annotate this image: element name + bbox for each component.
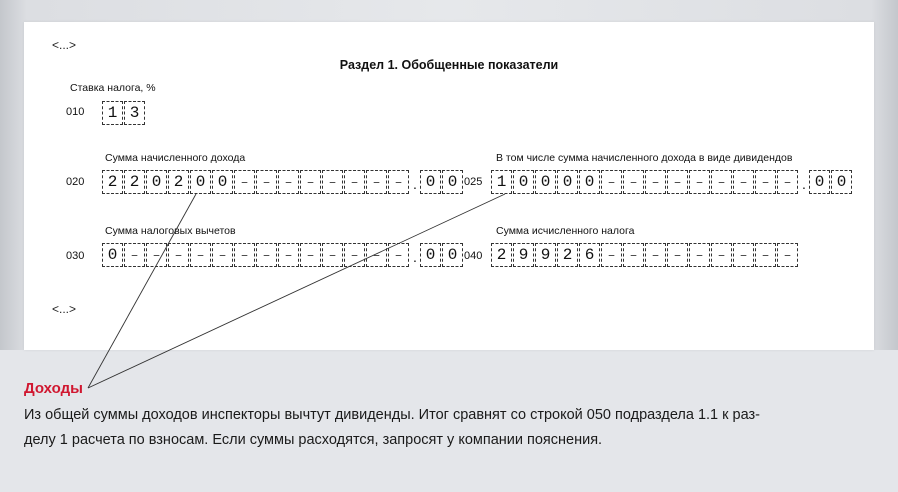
- pointer-line-020: [88, 194, 196, 388]
- digit-cell: 3: [124, 101, 145, 125]
- kopeck-cell: 0: [442, 170, 463, 194]
- digit-cell: 0: [146, 170, 167, 194]
- caption-line-1: Из общей суммы доходов инспекторы вычтут дивиденды. Итог сравнят со строкой 050 подраздела 1.1 к раз-: [24, 407, 760, 423]
- kopeck-cell: 0: [831, 170, 852, 194]
- digit-cell: 2: [557, 243, 578, 267]
- kopeck-cell: 0: [420, 170, 441, 194]
- rate-code: 010: [66, 106, 85, 118]
- digit-cell: 0: [190, 170, 211, 194]
- row-020-code: 020: [66, 176, 85, 188]
- digit-cell: 2: [491, 243, 512, 267]
- row-040-label: Сумма исчисленного налога: [496, 225, 635, 237]
- ellipsis-top: <...>: [52, 38, 77, 52]
- caption: [24, 380, 884, 453]
- digit-cell: 9: [513, 243, 534, 267]
- kopeck-cell: 0: [809, 170, 830, 194]
- row-020-label: Сумма начисленного дохода: [105, 152, 246, 164]
- row-030-label: Сумма налоговых вычетов: [105, 225, 236, 237]
- digit-cell: 0: [513, 170, 534, 194]
- ellipsis-bottom: <...>: [52, 302, 77, 316]
- digit-cell: 2: [102, 170, 123, 194]
- section-title: Раздел 1. Обобщенные показатели: [339, 58, 559, 72]
- decimal-point: .: [802, 176, 806, 192]
- rate-label: Ставка налога, %: [70, 82, 156, 94]
- row-025-label: В том числе сумма начисленного дохода в виде дивидендов: [496, 152, 793, 164]
- digit-cell: 6: [579, 243, 600, 267]
- digit-cell: 1: [102, 101, 123, 125]
- caption-body: [24, 403, 884, 453]
- digit-cell: 9: [535, 243, 556, 267]
- row-030-code: 030: [66, 250, 85, 262]
- decimal-point: .: [413, 249, 417, 265]
- digit-cell: 0: [535, 170, 556, 194]
- digit-cell: 1: [491, 170, 512, 194]
- digit-cell: 2: [168, 170, 189, 194]
- row-025-code: 025: [464, 176, 483, 188]
- row-040-code: 040: [464, 250, 483, 262]
- digit-cell: 2: [124, 170, 145, 194]
- decimal-point: .: [413, 176, 417, 192]
- digit-cell: 0: [102, 243, 123, 267]
- caption-title: Доходы: [24, 380, 83, 397]
- kopeck-cell: 0: [420, 243, 441, 267]
- digit-cell: 0: [557, 170, 578, 194]
- digit-cell: 0: [212, 170, 233, 194]
- kopeck-cell: 0: [442, 243, 463, 267]
- digit-cell: 0: [579, 170, 600, 194]
- pointer-line-025: [88, 194, 505, 388]
- caption-line-2: делу 1 расчета по взносам. Если суммы расходятся, запросят у компании пояснения.: [24, 432, 603, 448]
